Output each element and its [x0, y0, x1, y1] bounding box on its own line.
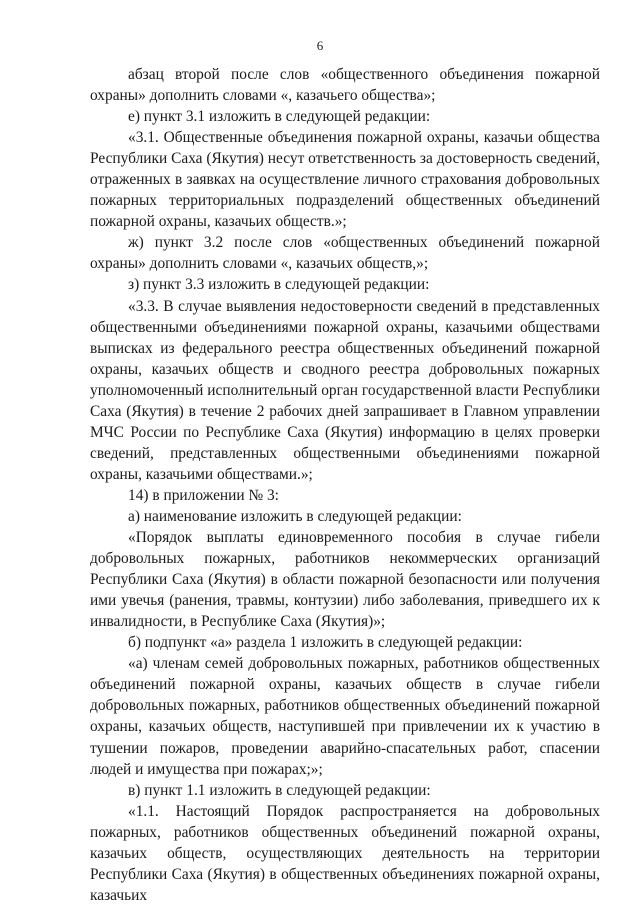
- paragraph-3-1-text: «3.1. Общественные объединения пожарной охраны, казачьи общества Республики Саха (Якутия) несут ответственность за достоверность сведений, отраженных в заявках на осуществление личного страхования добровольных пожарных территориальных подразделений общественных объединений пожарной охраны, казачьих обществ.»;: [90, 129, 600, 231]
- paragraph-item-a: а) наименование изложить в следующей редакции:: [128, 507, 462, 525]
- paragraph-item-z: з) пункт 3.3 изложить в следующей редакции:: [128, 276, 430, 294]
- paragraph-item-b: б) подпункт «а» раздела 1 изложить в следующей редакции:: [128, 634, 523, 652]
- paragraph-1-1-text: «1.1. Настоящий Порядок распространяется на добровольных пожарных, работников общественных объединений пожарной охраны, казачьих обществ, осуществляющих деятельность на территории Республики Саха (Якутия) в общественных объединениях пожарной охраны, казачьих: [90, 802, 600, 904]
- paragraph-order-title: «Порядок выплаты единовременного пособия в случае гибели добровольных пожарных, работников некоммерческих организаций Республики Саха (Якутия) в области пожарной безопасности или получения ими увечья (ранения, травмы, контузии) либо заболевания, приведшего их к инвалидности, в Республике Саха (Якутия)»;: [90, 529, 600, 631]
- paragraph-item-14: 14) в приложении № 3:: [128, 486, 279, 504]
- document-body: [90, 64, 600, 906]
- paragraph-item-e: е) пункт 3.1 изложить в следующей редакции:: [128, 108, 431, 126]
- paragraph-item-v: в) пункт 1.1 изложить в следующей редакции:: [128, 781, 431, 799]
- paragraph-3-3-text: «3.3. В случае выявления недостоверности сведений в представленных общественными объединениями пожарной охраны, казачьими обществами выписках из федерального реестра общественных объединений пожарной охраны, казачьих обществ и сводного реестра добровольных пожарных уполномоченный исполнительный орган государственной власти Республики Саха (Якутия) в течение 2 рабочих дней запрашивает в Главном управлении МЧС России по Республике Саха (Якутия) информацию в целях проверки сведений, представленных общественными объединениями пожарной охраны, казачьими обществами.»;: [90, 297, 600, 483]
- paragraph-abzac-vtoroy: абзац второй после слов «общественного объединения пожарной охраны» дополнить словами «, казачьего общества»;: [90, 66, 600, 105]
- paragraph-subitem-a-text: «а) членам семей добровольных пожарных, работников общественных объединений пожарной охраны, казачьих обществ в случае гибели добровольных пожарных, работников общественных объединений пожарной охраны, казачьих обществ, наступившей при привлечении их к участию в тушении пожаров, проведении аварийно-спасательных работ, спасении людей и имущества при пожарах;»;: [90, 655, 600, 778]
- page-number: 6: [316, 38, 324, 53]
- paragraph-item-zh: ж) пункт 3.2 после слов «общественных объединений пожарной охраны» дополнить словами «, казачьих обществ,»;: [90, 234, 600, 273]
